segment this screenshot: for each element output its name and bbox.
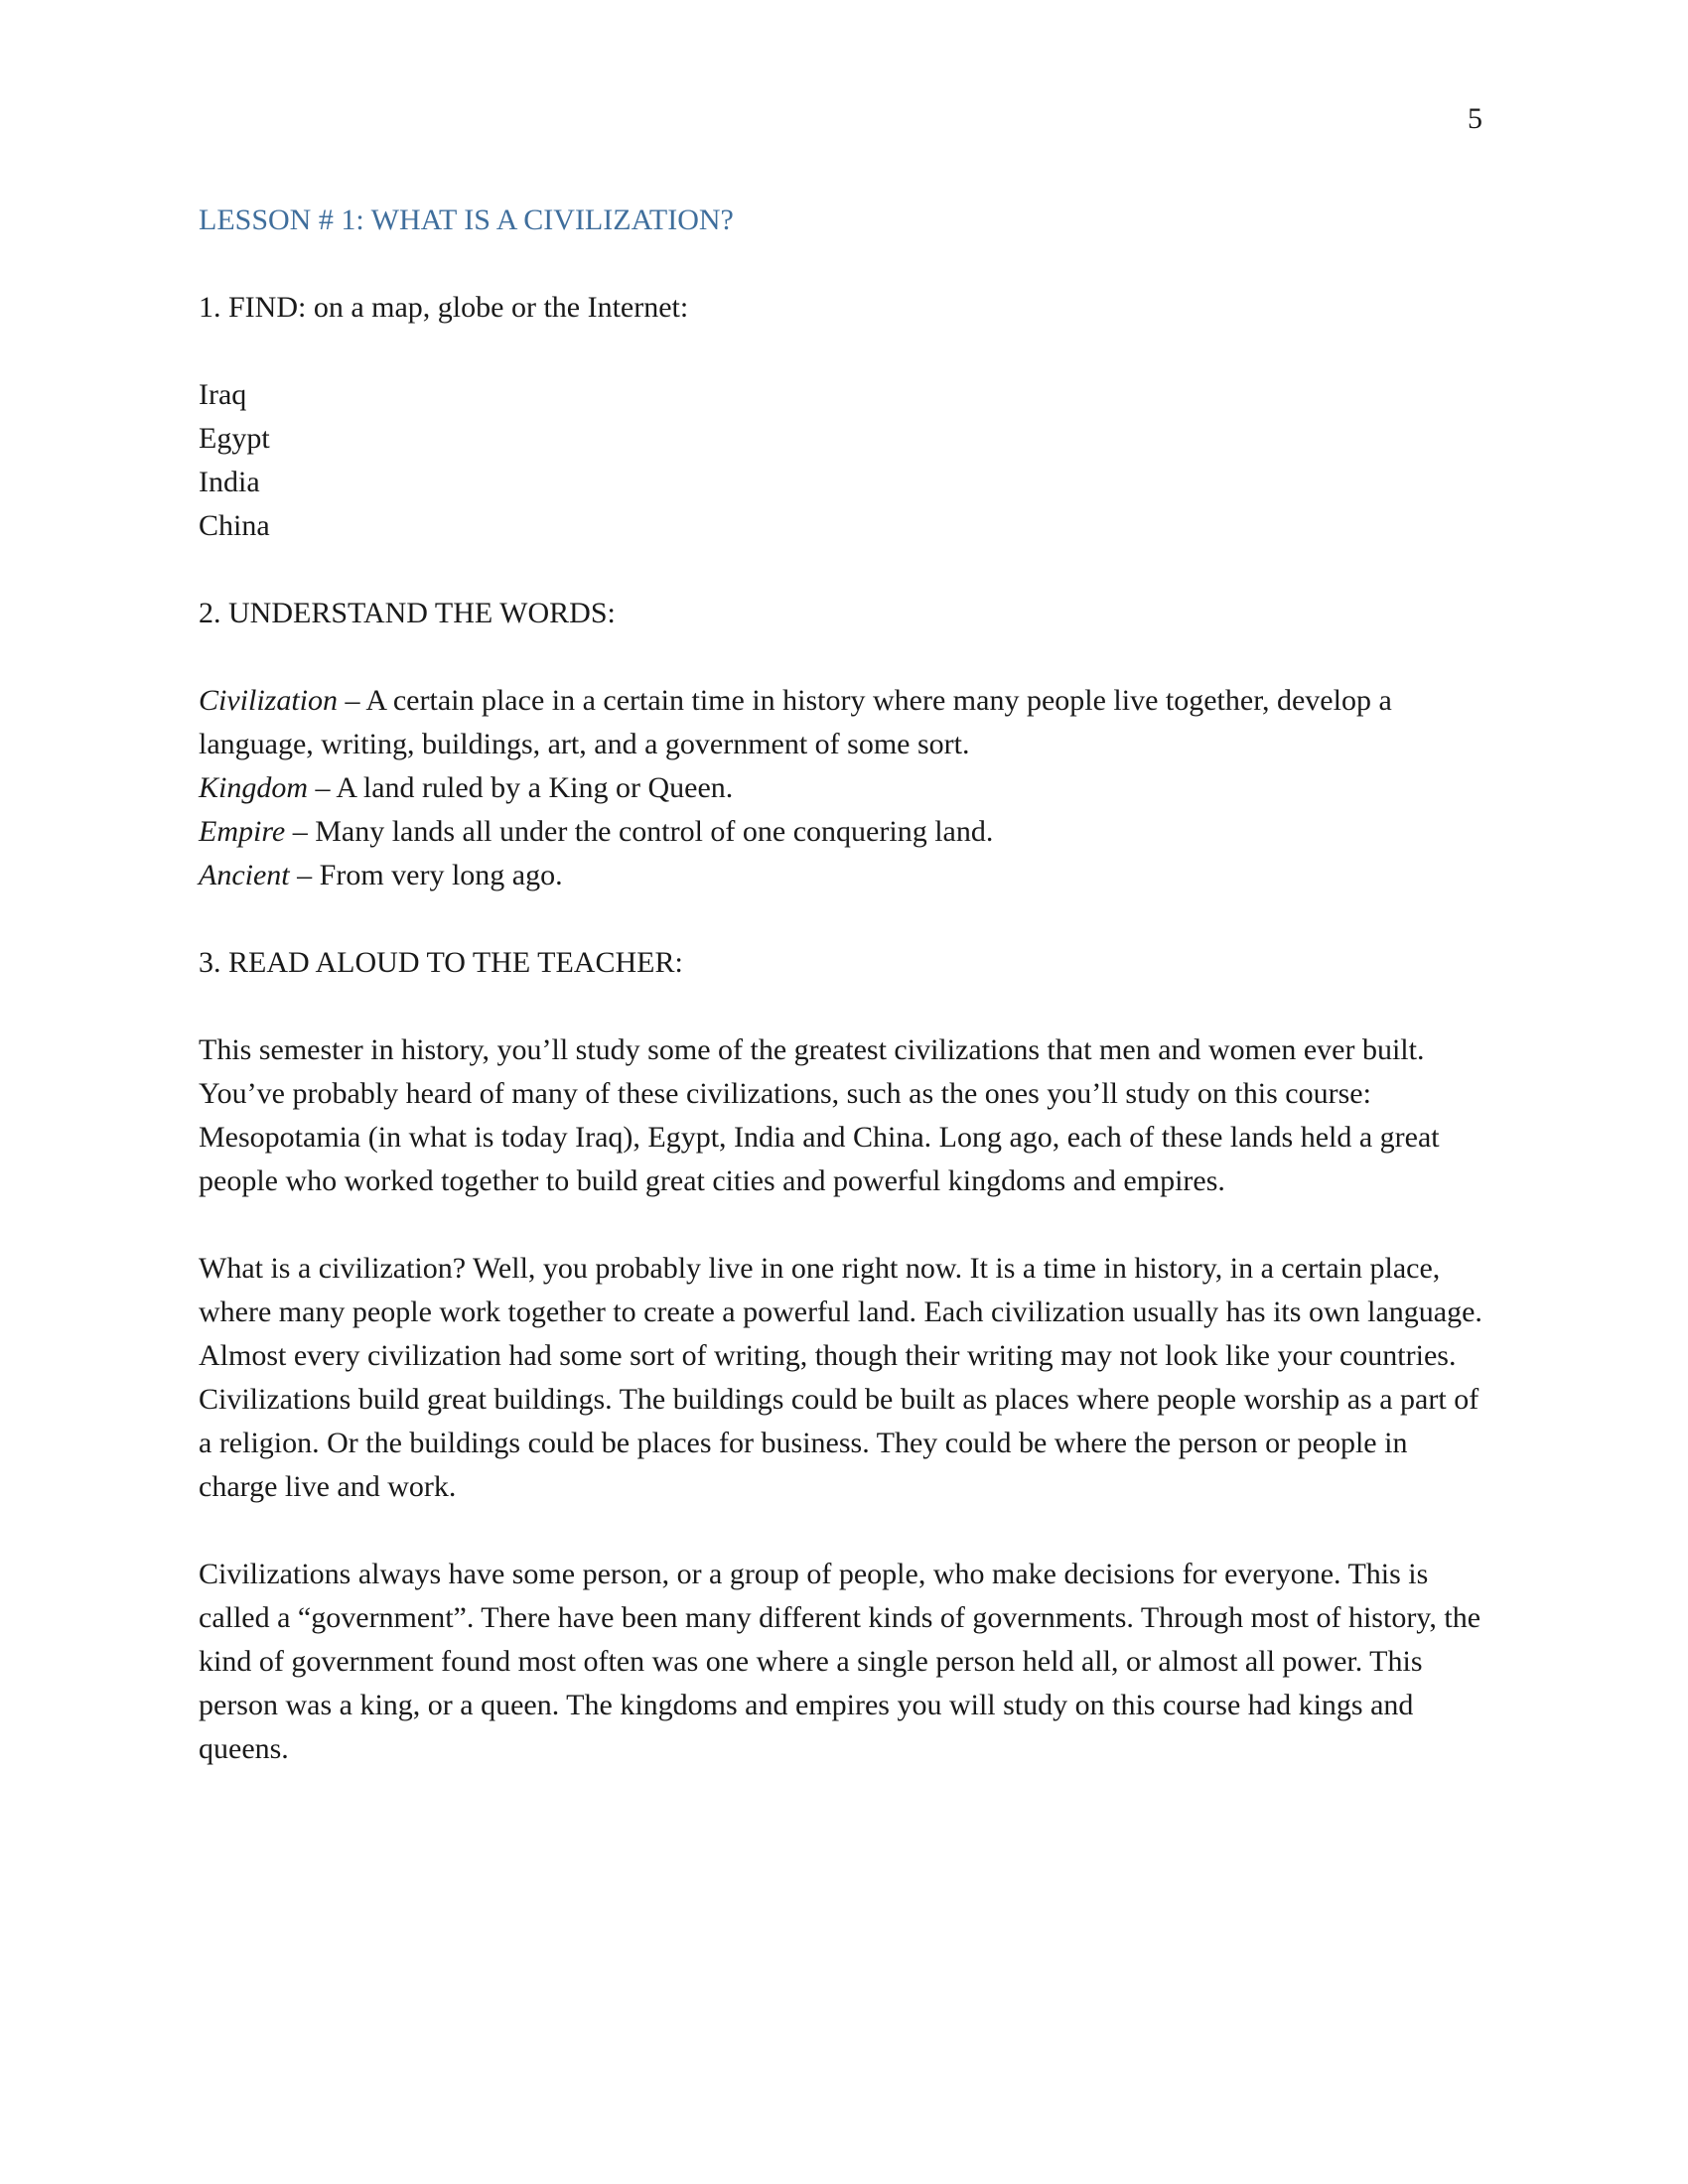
reading-paragraph: This semester in history, you’ll study some of the greatest civilizations that men and women ever built. You’ve probably heard of many of these civilizations, such as the ones you’ll study on this course: Mesopotamia (in what is today Iraq), Egypt, India and China. Long ago, each of these lands held a great people who worked together to build great cities and powerful kingdoms and empires. <box>199 1033 1440 1197</box>
spacer <box>199 242 1489 286</box>
lesson-title: LESSON # 1: WHAT IS A CIVILIZATION? <box>199 204 734 236</box>
place-item: Egypt <box>199 422 270 455</box>
places-list <box>199 373 1489 548</box>
vocabulary-definition: – From very long ago. <box>289 859 563 891</box>
vocabulary-entry <box>199 679 1489 766</box>
vocabulary-definition: – Many lands all under the control of one conquering land. <box>285 815 994 848</box>
spacer <box>199 548 1489 592</box>
vocabulary-list <box>199 679 1489 897</box>
vocabulary-term: Ancient <box>199 859 290 891</box>
reading-paragraph: Civilizations always have some person, or a group of people, who make decisions for everyone. This is called a “government”. There have been many different kinds of governments. Through most of history, the kind of government found most often was one where a single person held all, or almost all power. This person was a king, or a queen. The kingdoms and empires you will study on this course had kings and queens. <box>199 1558 1481 1765</box>
vocabulary-definition: – A certain place in a certain time in history where many people live together, develop a language, writing, buildings, art, and a government of some sort. <box>199 684 1392 760</box>
place-item: Iraq <box>199 378 247 411</box>
lesson-content <box>199 199 1489 1771</box>
read-heading: 3. READ ALOUD TO THE TEACHER: <box>199 946 683 979</box>
page-number: 5 <box>1468 102 1482 135</box>
vocabulary-term: Civilization <box>199 684 339 717</box>
vocabulary-definition: – A land ruled by a King or Queen. <box>308 771 734 804</box>
vocabulary-term: Empire <box>199 815 286 848</box>
vocabulary-entry <box>199 810 1489 854</box>
spacer <box>199 635 1489 679</box>
vocabulary-term: Kingdom <box>199 771 309 804</box>
place-item: China <box>199 509 270 542</box>
place-item: India <box>199 466 260 498</box>
spacer <box>199 897 1489 941</box>
vocabulary-entry <box>199 854 1489 897</box>
spacer <box>199 985 1489 1028</box>
spacer <box>199 1203 1489 1247</box>
reading-paragraph: What is a civilization? Well, you probably live in one right now. It is a time in history, in a certain place, where many people work together to create a powerful land. Each civilization usually has its own language. Almost every civilization had some sort of writing, though their writing may not look like your countries. Civilizations build great buildings. The buildings could be built as places where people worship as a part of a religion. Or the buildings could be places for business. They could be where the person or people in charge live and work. <box>199 1252 1482 1503</box>
find-heading: 1. FIND: on a map, globe or the Internet: <box>199 291 689 324</box>
spacer <box>199 330 1489 373</box>
vocabulary-entry <box>199 766 1489 810</box>
spacer <box>199 1509 1489 1553</box>
words-heading: 2. UNDERSTAND THE WORDS: <box>199 597 616 629</box>
